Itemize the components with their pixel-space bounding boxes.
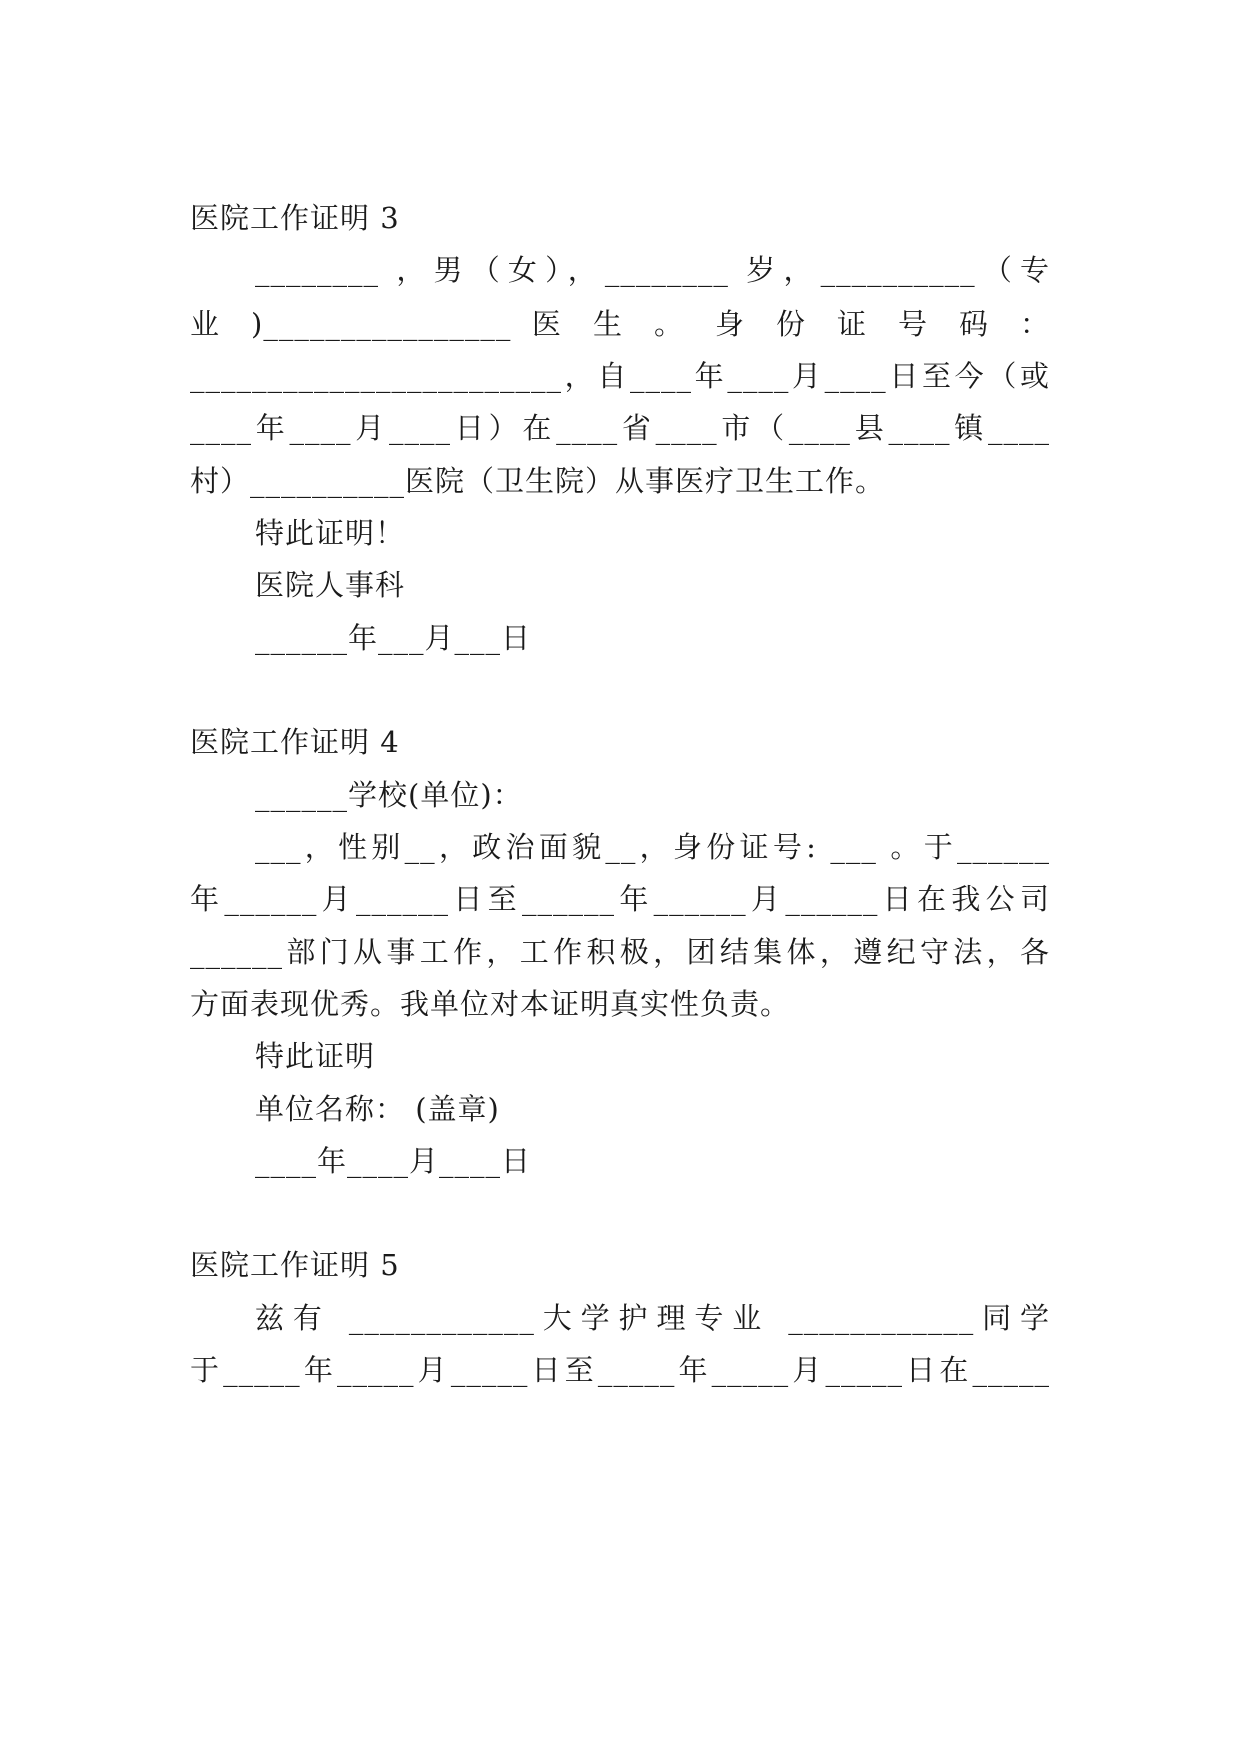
section-4-line-1: ______学校(单位)： (255, 778, 523, 812)
section-4-signer: 单位名称： (盖章) (255, 1092, 500, 1126)
section-4-title: 医院工作证明 4 (190, 725, 400, 759)
section-5-line-1: 兹有 ____________大学护理专业 ____________同学 (255, 1301, 1050, 1335)
section-4-line-2: ___，性别__，政治面貌__，身份证号: ___ 。于______ (255, 830, 1050, 864)
section-5-line-2: 于_____年_____月_____日至_____年_____月_____日在_____ (190, 1353, 1050, 1387)
section-4-closing-statement: 特此证明 (255, 1039, 376, 1073)
section-3-line-2: 业 )________________ 医 生 。 身 份 证 号 码 ： (190, 307, 1050, 341)
section-4-line-5: 方面表现优秀。我单位对本证明真实性负责。 (190, 987, 791, 1021)
section-3-closing-statement: 特此证明！ (255, 516, 406, 550)
section-3-date: ______年___月___日 (255, 621, 532, 655)
section-3-line-1: ________ ，男（女），________ 岁，__________（专 (255, 253, 1050, 287)
section-3-line-5: 村）__________医院（卫生院）从事医疗卫生工作。 (190, 464, 886, 498)
section-3-line-3: ________________________，自____年____月____日至今（或 (190, 359, 1050, 393)
section-5-title: 医院工作证明 5 (190, 1248, 400, 1282)
section-3-line-4: ____年____月____日）在____省____市（____县____镇____ (190, 411, 1050, 445)
section-3-signer: 医院人事科 (255, 568, 406, 602)
section-4-line-3: 年______月______日至______年______月______日在我公司 (190, 882, 1050, 916)
section-3-title: 医院工作证明 3 (190, 201, 400, 235)
section-4-date: ____年____月____日 (255, 1144, 532, 1178)
section-4-line-4: ______部门从事工作，工作积极，团结集体，遵纪守法，各 (190, 935, 1050, 969)
